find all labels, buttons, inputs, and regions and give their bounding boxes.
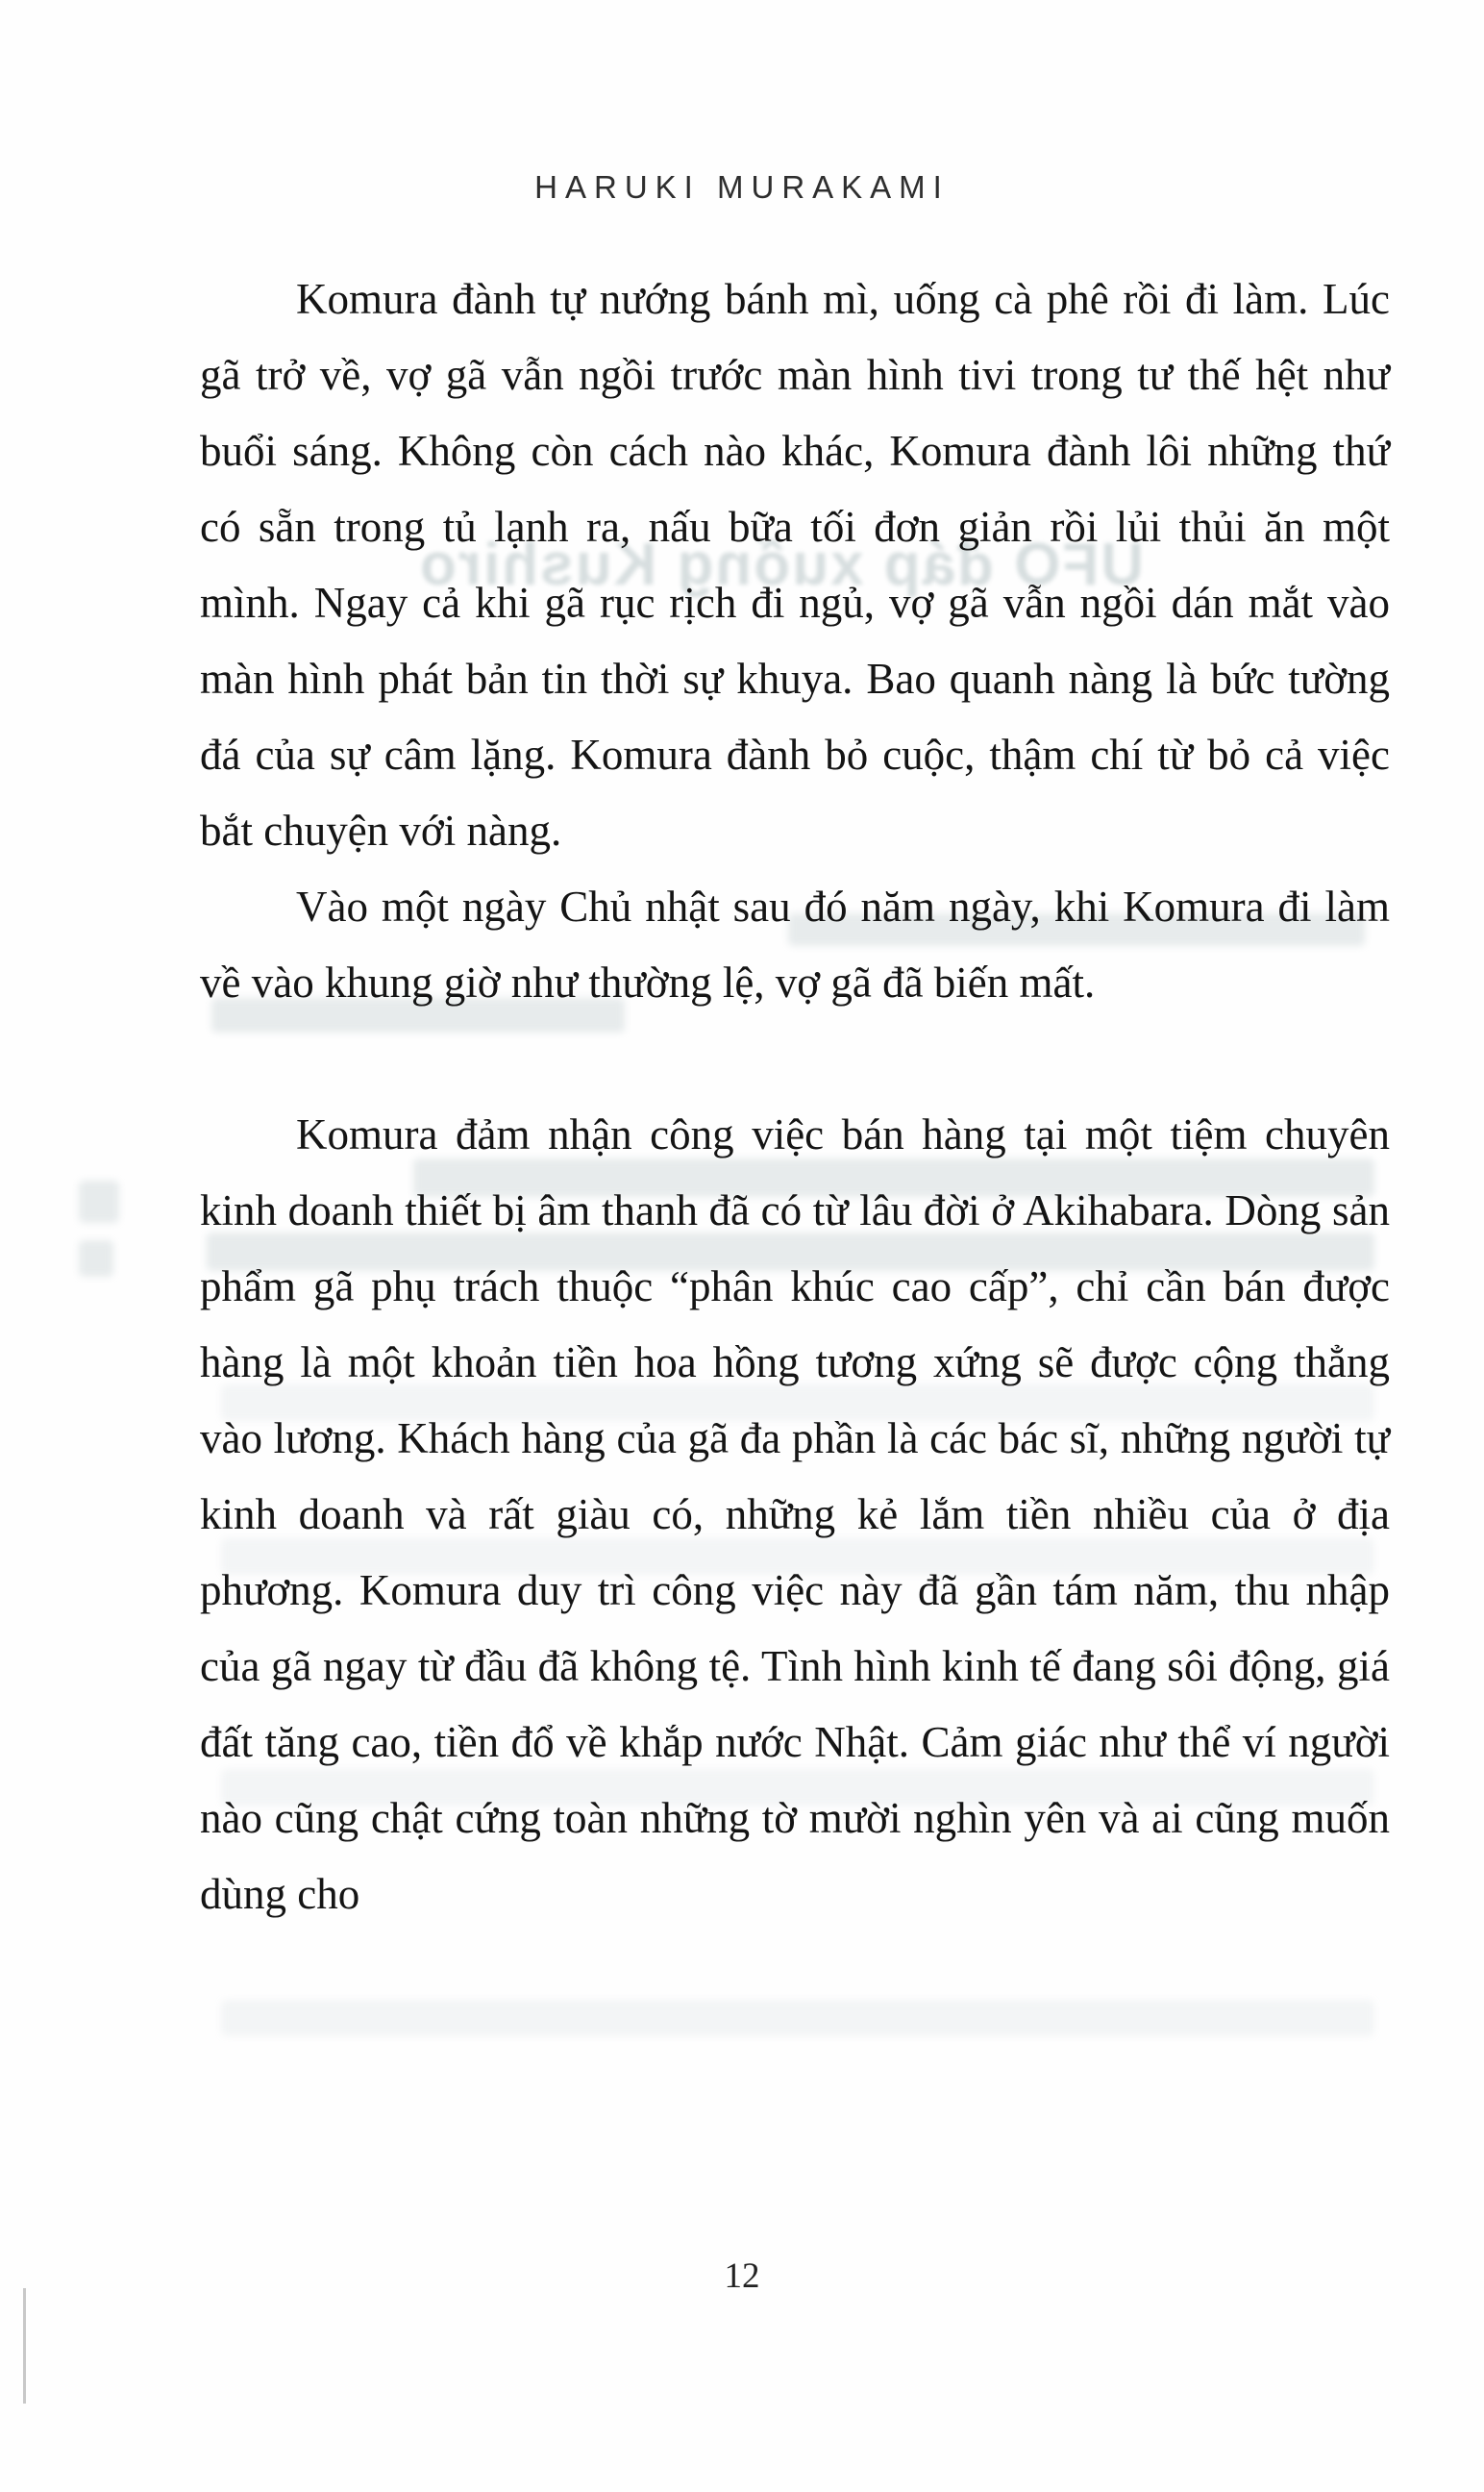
scan-edge-artifact — [23, 2288, 26, 2404]
paragraph: Komura đảm nhận công việc bán hàng tại một tiệm chuyên kinh doanh thiết bị âm thanh đã có từ lâu đời ở Akihabara. Dòng sản phẩm gã phụ trách thuộc “phân khúc cao cấp”, chỉ cần bán được hàng là một khoản tiền hoa hồng tương xứng sẽ được cộng thẳng vào lương. Khách hàng của gã đa phần là các bác sĩ, những người tự kinh doanh và rất giàu có, những kẻ lắm tiền nhiều của ở địa phương. Komura duy trì công việc này đã gần tám năm, thu nhập của gã ngay từ đầu đã không tệ. Tình hình kinh tế đang sôi động, giá đất tăng cao, tiền đổ về khắp nước Nhật. Cảm giác như thể ví người nào cũng chật cứng toàn những tờ mười nghìn yên và ai cũng muốn dùng cho — [200, 1110, 1390, 1918]
bleed-through-mark — [79, 1181, 119, 1223]
paragraph: Vào một ngày Chủ nhật sau đó năm ngày, khi Komura đi làm về vào khung giờ như thường lệ, vợ gã đã biến mất. — [200, 883, 1390, 1007]
paragraph: Komura đành tự nướng bánh mì, uống cà phê rồi đi làm. Lúc gã trở về, vợ gã vẫn ngồi trước màn hình tivi trong tư thế hệt như buổi sáng. Không còn cách nào khác, Komura đành lôi những thứ có sẵn trong tủ lạnh ra, nấu bữa tối đơn giản rồi lủi thủi ăn một mình. Ngay cả khi gã rục rịch đi ngủ, vợ gã vẫn ngồi dán mắt vào màn hình phát bản tin thời sự khuya. Bao quanh nàng là bức tường đá của sự câm lặng. Komura đành bỏ cuộc, thậm chí từ bỏ cả việc bắt chuyện với nàng. — [200, 275, 1390, 855]
page-number: 12 — [724, 2256, 760, 2296]
bleed-through-title: UFO đáp xuống Kushiro — [418, 532, 1144, 598]
body-text — [200, 262, 1390, 1932]
bleed-through-mark — [221, 2000, 1374, 2036]
bleed-through-mark — [79, 1240, 113, 1277]
running-header: HARUKI MURAKAMI — [534, 169, 950, 205]
